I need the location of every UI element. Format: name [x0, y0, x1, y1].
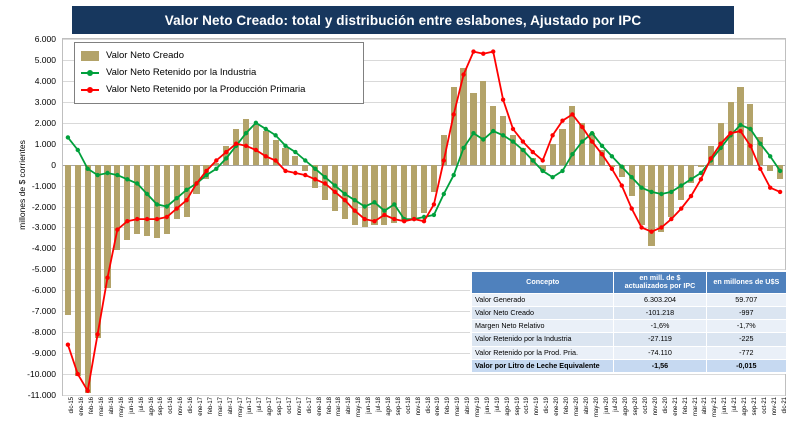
line-marker	[264, 154, 268, 158]
line-marker	[452, 173, 456, 177]
line-marker	[86, 389, 90, 393]
y-axis-tick: -11.000	[27, 390, 56, 400]
table-cell-usd: -997	[706, 306, 786, 319]
x-axis-tick: jul-18	[376, 397, 383, 412]
line-marker	[521, 139, 525, 143]
y-axis-tick: -2.000	[31, 201, 56, 212]
legend-label: Valor Neto Retenido por la Producción Primaria	[106, 84, 306, 95]
x-axis-tick: ene-21	[672, 397, 679, 416]
table-header-usd: en millones de U$S	[706, 272, 786, 294]
x-axis-tick: ago-20	[623, 397, 630, 416]
line-marker	[560, 169, 564, 173]
line-marker	[66, 135, 70, 139]
line-marker	[422, 219, 426, 223]
x-axis-tick: oct-17	[287, 397, 294, 414]
x-axis-tick: nov-21	[771, 397, 778, 416]
x-axis-tick: oct-18	[405, 397, 412, 414]
line-marker	[184, 188, 188, 192]
line-marker	[590, 139, 594, 143]
line-marker	[303, 158, 307, 162]
x-axis-tick: jun-19	[484, 397, 491, 414]
x-axis-tick: abr-21	[702, 397, 709, 415]
x-axis-tick: may-17	[237, 397, 244, 418]
line-marker	[570, 112, 574, 116]
x-axis-tick: mar-21	[692, 397, 699, 417]
table-row	[472, 293, 787, 306]
line-marker	[630, 175, 634, 179]
line-marker	[432, 213, 436, 217]
legend-label: Valor Neto Creado	[106, 50, 184, 61]
line-marker	[145, 192, 149, 196]
y-axis-tick: 5.000	[34, 54, 56, 65]
line-marker	[353, 198, 357, 202]
line-marker	[521, 148, 525, 152]
line-marker	[372, 219, 376, 223]
line-marker	[738, 123, 742, 127]
x-axis-labels	[62, 397, 786, 445]
table-cell-usd: -1,7%	[706, 320, 786, 333]
x-axis-tick: feb-19	[445, 397, 452, 415]
legend-item-produccion-primaria	[81, 81, 357, 98]
x-axis-tick: abr-19	[465, 397, 472, 415]
x-axis-tick: jun-21	[722, 397, 729, 414]
x-axis-tick: may-18	[356, 397, 363, 418]
line-marker	[452, 112, 456, 116]
x-axis-tick: mar-19	[455, 397, 462, 417]
line-marker	[165, 215, 169, 219]
x-axis-tick: dic-17	[306, 397, 313, 414]
line-marker	[224, 156, 228, 160]
table-cell-concept: Valor Retenido por la Industria	[472, 333, 614, 346]
x-axis-tick: dic-18	[425, 397, 432, 414]
line-marker	[669, 217, 673, 221]
x-axis-tick: may-16	[118, 397, 125, 418]
line-marker	[105, 171, 109, 175]
line-marker	[768, 186, 772, 190]
line-marker	[461, 146, 465, 150]
x-axis-tick: ene-18	[316, 397, 323, 416]
x-axis-tick: oct-19	[524, 397, 531, 414]
line-marker	[66, 343, 70, 347]
table-cell-usd: -0,015	[706, 359, 786, 372]
line-marker	[659, 225, 663, 229]
line-marker	[323, 175, 327, 179]
line-marker	[76, 372, 80, 376]
x-axis-tick: jul-21	[732, 397, 739, 412]
legend-item-valor-neto-creado	[81, 47, 357, 64]
table-cell-pesos: -74.110	[614, 346, 706, 359]
x-axis-tick: oct-20	[643, 397, 650, 414]
line-marker	[115, 227, 119, 231]
legend-label: Valor Neto Retenido por la Industria	[106, 67, 257, 78]
line-marker	[471, 49, 475, 53]
line-marker	[343, 192, 347, 196]
x-axis-tick: ago-17	[267, 397, 274, 416]
x-axis-tick: nov-16	[178, 397, 185, 416]
line-marker	[679, 206, 683, 210]
x-axis-tick: oct-16	[168, 397, 175, 414]
line-marker	[481, 52, 485, 56]
x-axis-tick: jul-16	[138, 397, 145, 412]
line-marker	[402, 219, 406, 223]
line-marker	[204, 169, 208, 173]
legend-item-industria	[81, 64, 357, 81]
table-cell-usd: -772	[706, 346, 786, 359]
x-axis-tick: jul-20	[613, 397, 620, 412]
line-marker	[145, 217, 149, 221]
line-marker	[254, 148, 258, 152]
table-header-concepto: Concepto	[472, 272, 614, 294]
line-marker	[659, 192, 663, 196]
line-marker	[214, 167, 218, 171]
x-axis-tick: nov-18	[415, 397, 422, 416]
line-marker	[461, 72, 465, 76]
x-axis-tick: ene-19	[435, 397, 442, 416]
x-axis-tick: may-20	[593, 397, 600, 418]
line-marker	[165, 204, 169, 208]
line-marker	[570, 152, 574, 156]
line-marker	[293, 171, 297, 175]
y-axis-labels	[0, 34, 60, 400]
line-marker	[649, 230, 653, 234]
x-axis-tick: sep-18	[395, 397, 402, 416]
table-row	[472, 320, 787, 333]
line-marker	[412, 217, 416, 221]
line-marker	[639, 225, 643, 229]
line-marker	[392, 217, 396, 221]
x-axis-tick: sep-17	[277, 397, 284, 416]
line-marker	[610, 154, 614, 158]
line-marker	[254, 121, 258, 125]
line-marker	[115, 173, 119, 177]
line-marker	[758, 167, 762, 171]
line-marker	[135, 181, 139, 185]
table-cell-concept: Valor por Litro de Leche Equivalente	[472, 359, 614, 372]
line-marker	[363, 204, 367, 208]
x-axis-tick: sep-16	[158, 397, 165, 416]
line-marker	[511, 139, 515, 143]
x-axis-tick: ago-18	[385, 397, 392, 416]
x-axis-tick: feb-21	[682, 397, 689, 415]
line-marker	[778, 190, 782, 194]
line-marker	[620, 165, 624, 169]
line-marker	[283, 169, 287, 173]
line-marker	[768, 154, 772, 158]
line-marker	[600, 144, 604, 148]
x-axis-tick: nov-20	[652, 397, 659, 416]
y-axis-tick: -5.000	[31, 264, 56, 275]
line-marker	[224, 150, 228, 154]
line-marker	[580, 125, 584, 129]
line-marker	[283, 144, 287, 148]
line-marker	[86, 167, 90, 171]
x-axis-tick: ago-16	[148, 397, 155, 416]
line-marker	[273, 133, 277, 137]
x-axis-tick: mar-16	[99, 397, 106, 417]
table-header-pesos: en mill. de $ actualizados por IPC	[614, 272, 706, 294]
line-marker	[550, 175, 554, 179]
x-axis-tick: may-21	[712, 397, 719, 418]
line-marker	[639, 186, 643, 190]
line-marker	[679, 183, 683, 187]
x-axis-tick: dic-21	[781, 397, 788, 414]
table-row	[472, 306, 787, 319]
table-cell-concept: Valor Retenido por la Prod. Pria.	[472, 346, 614, 359]
x-axis-tick: feb-20	[563, 397, 570, 415]
line-marker	[748, 127, 752, 131]
line-marker	[303, 173, 307, 177]
line-marker	[491, 129, 495, 133]
line-marker	[620, 183, 624, 187]
line-marker	[244, 144, 248, 148]
y-axis-title: millones de $ corrientes	[17, 140, 27, 230]
line-marker	[580, 139, 584, 143]
x-axis-tick: ene-20	[554, 397, 561, 416]
table-row	[472, 346, 787, 359]
line-marker	[333, 183, 337, 187]
x-axis-tick: jun-20	[603, 397, 610, 414]
line-marker	[511, 127, 515, 131]
line-marker	[669, 190, 673, 194]
x-axis-tick: sep-20	[633, 397, 640, 416]
x-axis-tick: dic-16	[188, 397, 195, 414]
x-axis-tick: sep-19	[514, 397, 521, 416]
x-axis-tick: jul-19	[494, 397, 501, 412]
line-marker	[184, 198, 188, 202]
x-axis-tick: dic-20	[662, 397, 669, 414]
line-marker	[699, 177, 703, 181]
line-marker	[531, 150, 535, 154]
line-marker	[550, 133, 554, 137]
line-marker	[333, 190, 337, 194]
line-marker	[442, 158, 446, 162]
table-cell-pesos: -27.119	[614, 333, 706, 346]
line-marker	[719, 142, 723, 146]
line-marker	[264, 127, 268, 131]
x-axis-tick: nov-17	[296, 397, 303, 416]
line-marker	[175, 206, 179, 210]
x-axis-tick: jun-17	[247, 397, 254, 414]
x-axis-tick: feb-17	[207, 397, 214, 415]
x-axis-tick: sep-21	[751, 397, 758, 416]
table-cell-usd: 59.707	[706, 293, 786, 306]
line-marker	[689, 177, 693, 181]
line-marker	[194, 181, 198, 185]
line-marker	[501, 98, 505, 102]
x-axis-tick: nov-19	[534, 397, 541, 416]
table-cell-concept: Margen Neto Relativo	[472, 320, 614, 333]
line-marker	[76, 148, 80, 152]
line-marker	[125, 219, 129, 223]
y-axis-tick: -4.000	[31, 243, 56, 254]
x-axis-tick: jul-17	[257, 397, 264, 412]
line-marker	[382, 209, 386, 213]
line-marker	[600, 152, 604, 156]
y-axis-tick: -10.000	[27, 369, 56, 380]
x-axis-tick: mar-20	[573, 397, 580, 417]
y-axis-tick: -3.000	[31, 222, 56, 233]
line-marker	[748, 144, 752, 148]
x-axis-tick: jun-18	[366, 397, 373, 414]
line-marker	[95, 332, 99, 336]
line-marker	[323, 181, 327, 185]
y-axis-tick: 2.000	[34, 117, 56, 128]
line-marker	[392, 202, 396, 206]
y-axis-tick: -9.000	[31, 348, 56, 359]
x-axis-tick: feb-18	[326, 397, 333, 415]
line-marker	[372, 200, 376, 204]
line-marker	[531, 158, 535, 162]
line-marker	[155, 202, 159, 206]
y-axis-tick: 4.000	[34, 75, 56, 86]
line-marker	[125, 177, 129, 181]
line-marker	[738, 129, 742, 133]
table-cell-pesos: 6.303.204	[614, 293, 706, 306]
x-axis-tick: mar-17	[217, 397, 224, 417]
line-marker	[105, 276, 109, 280]
x-axis-tick: oct-21	[761, 397, 768, 414]
y-axis-tick: 0	[51, 159, 56, 170]
line-marker	[363, 217, 367, 221]
x-axis-tick: ago-21	[741, 397, 748, 416]
x-axis-tick: ene-17	[198, 397, 205, 416]
x-axis-tick: jun-16	[128, 397, 135, 414]
table-cell-concept: Valor Generado	[472, 293, 614, 306]
y-axis-tick: 3.000	[34, 96, 56, 107]
page-title: Valor Neto Creado: total y distribución entre eslabones, Ajustado por IPC	[72, 6, 734, 34]
line-marker	[481, 137, 485, 141]
legend-swatch-line-green-icon	[81, 68, 99, 78]
y-axis-tick: -6.000	[31, 285, 56, 296]
line-path	[68, 123, 780, 219]
legend-swatch-bar-icon	[81, 51, 99, 61]
line-marker	[244, 131, 248, 135]
table-cell-usd: -225	[706, 333, 786, 346]
y-axis-tick: -8.000	[31, 327, 56, 338]
x-axis-tick: abr-20	[583, 397, 590, 415]
chart-legend	[74, 42, 364, 104]
line-marker	[432, 202, 436, 206]
x-axis-tick: mar-18	[336, 397, 343, 417]
line-marker	[273, 158, 277, 162]
line-marker	[560, 119, 564, 123]
table-header-row	[472, 272, 787, 294]
table-row	[472, 359, 787, 372]
line-marker	[382, 213, 386, 217]
line-marker	[95, 173, 99, 177]
line-marker	[442, 192, 446, 196]
x-axis-tick: abr-18	[346, 397, 353, 415]
x-axis-tick: abr-17	[227, 397, 234, 415]
line-marker	[541, 158, 545, 162]
x-axis-tick: feb-16	[89, 397, 96, 415]
line-marker	[293, 150, 297, 154]
line-marker	[214, 158, 218, 162]
x-axis-tick: abr-16	[109, 397, 115, 415]
line-marker	[471, 131, 475, 135]
line-marker	[778, 169, 782, 173]
line-marker	[501, 133, 505, 137]
line-marker	[689, 194, 693, 198]
line-marker	[709, 156, 713, 160]
line-marker	[630, 206, 634, 210]
line-marker	[313, 167, 317, 171]
summary-table	[470, 270, 788, 374]
legend-swatch-line-red-icon	[81, 85, 99, 95]
y-axis-tick: -7.000	[31, 306, 56, 317]
y-axis-tick: -1.000	[31, 180, 56, 191]
x-axis-tick: may-19	[474, 397, 481, 418]
line-marker	[313, 177, 317, 181]
table-row	[472, 333, 787, 346]
line-marker	[728, 131, 732, 135]
y-axis-tick: 6.000	[34, 34, 56, 44]
line-marker	[590, 131, 594, 135]
x-axis-tick: ene-16	[79, 397, 86, 416]
table-cell-concept: Valor Neto Creado	[472, 306, 614, 319]
x-axis-tick: dic-15	[69, 397, 76, 414]
line-marker	[353, 209, 357, 213]
y-axis-tick: 1.000	[34, 138, 56, 149]
line-marker	[155, 217, 159, 221]
line-marker	[649, 190, 653, 194]
line-marker	[610, 167, 614, 171]
x-axis-tick: dic-19	[544, 397, 551, 414]
line-marker	[135, 217, 139, 221]
table-cell-pesos: -1,56	[614, 359, 706, 372]
line-marker	[758, 142, 762, 146]
x-axis-tick: ago-19	[504, 397, 511, 416]
line-marker	[491, 49, 495, 53]
line-marker	[234, 142, 238, 146]
line-marker	[541, 169, 545, 173]
line-marker	[343, 198, 347, 202]
line-marker	[175, 196, 179, 200]
table-cell-pesos: -101.218	[614, 306, 706, 319]
table-cell-pesos: -1,6%	[614, 320, 706, 333]
